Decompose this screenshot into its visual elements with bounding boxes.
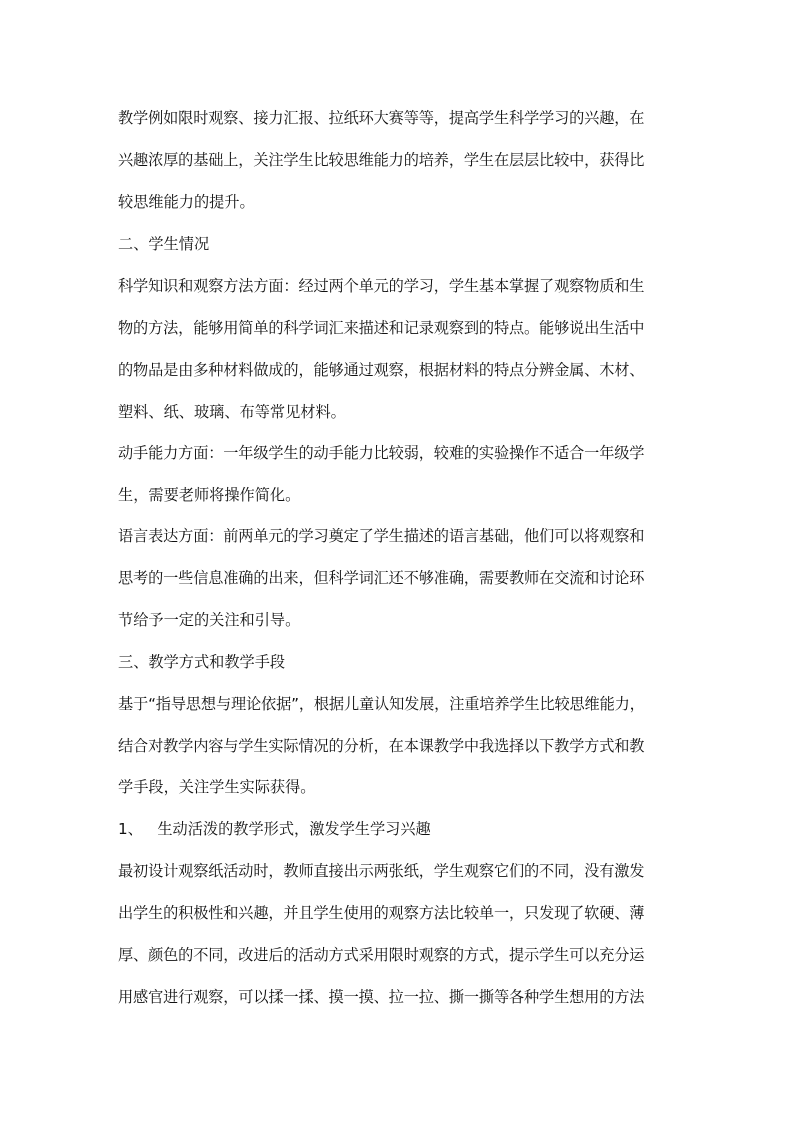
- paragraph-line: 教学例如限时观察、接力汇报、拉纸环大赛等等，提高学生科学学习的兴趣，在: [118, 109, 645, 127]
- paragraph-line: 思考的一些信息准确的出来，但科学词汇还不够准确，需要教师在交流和讨论环: [118, 569, 645, 587]
- paragraph-line: 学手段，关注学生实际获得。: [118, 778, 316, 796]
- paragraph-line: 节给予一定的关注和引导。: [118, 611, 301, 629]
- paragraph-line: 的物品是由多种材料做成的，能够通过观察，根据材料的特点分辨金属、木材、: [118, 361, 645, 379]
- paragraph-line: 最初设计观察纸活动时，教师直接出示两张纸，学生观察它们的不同，没有激发: [118, 862, 645, 880]
- paragraph-line: 兴趣浓厚的基础上，关注学生比较思维能力的培养，学生在层层比较中，获得比: [118, 151, 645, 169]
- paragraph-line: 塑料、纸、玻璃、布等常见材料。: [118, 403, 346, 421]
- paragraph-line: 语言表达方面：前两单元的学习奠定了学生描述的语言基础，他们可以将观察和: [118, 527, 645, 545]
- paragraph-line: 用感官进行观察，可以揉一揉、摸一摸、拉一拉、撕一撕等各种学生想用的方法: [118, 988, 645, 1006]
- section-heading: 三、教学方式和教学手段: [118, 653, 286, 671]
- paragraph-line: 科学知识和观察方法方面：经过两个单元的学习，学生基本掌握了观察物质和生: [118, 277, 645, 295]
- paragraph-line: 出学生的积极性和兴趣，并且学生使用的观察方法比较单一，只发现了软硬、薄: [118, 904, 645, 922]
- subsection-heading: 1、 生动活泼的教学形式，激发学生学习兴趣: [118, 820, 431, 838]
- paragraph-line: 物的方法，能够用简单的科学词汇来描述和记录观察到的特点。能够说出生活中: [118, 319, 645, 337]
- paragraph-line: 结合对教学内容与学生实际情况的分析，在本课教学中我选择以下教学方式和教: [118, 737, 645, 755]
- paragraph-line: 较思维能力的提升。: [118, 193, 255, 211]
- paragraph-line: 厚、颜色的不同，改进后的活动方式采用限时观察的方式，提示学生可以充分运: [118, 946, 645, 964]
- section-heading: 二、学生情况: [118, 235, 210, 253]
- paragraph-line: 动手能力方面：一年级学生的动手能力比较弱，较难的实验操作不适合一年级学: [118, 444, 645, 462]
- paragraph-line: 基于“指导思想与理论依据”，根据儿童认知发展，注重培养学生比较思维能力，: [118, 695, 645, 713]
- paragraph-line: 生，需要老师将操作简化。: [118, 486, 301, 504]
